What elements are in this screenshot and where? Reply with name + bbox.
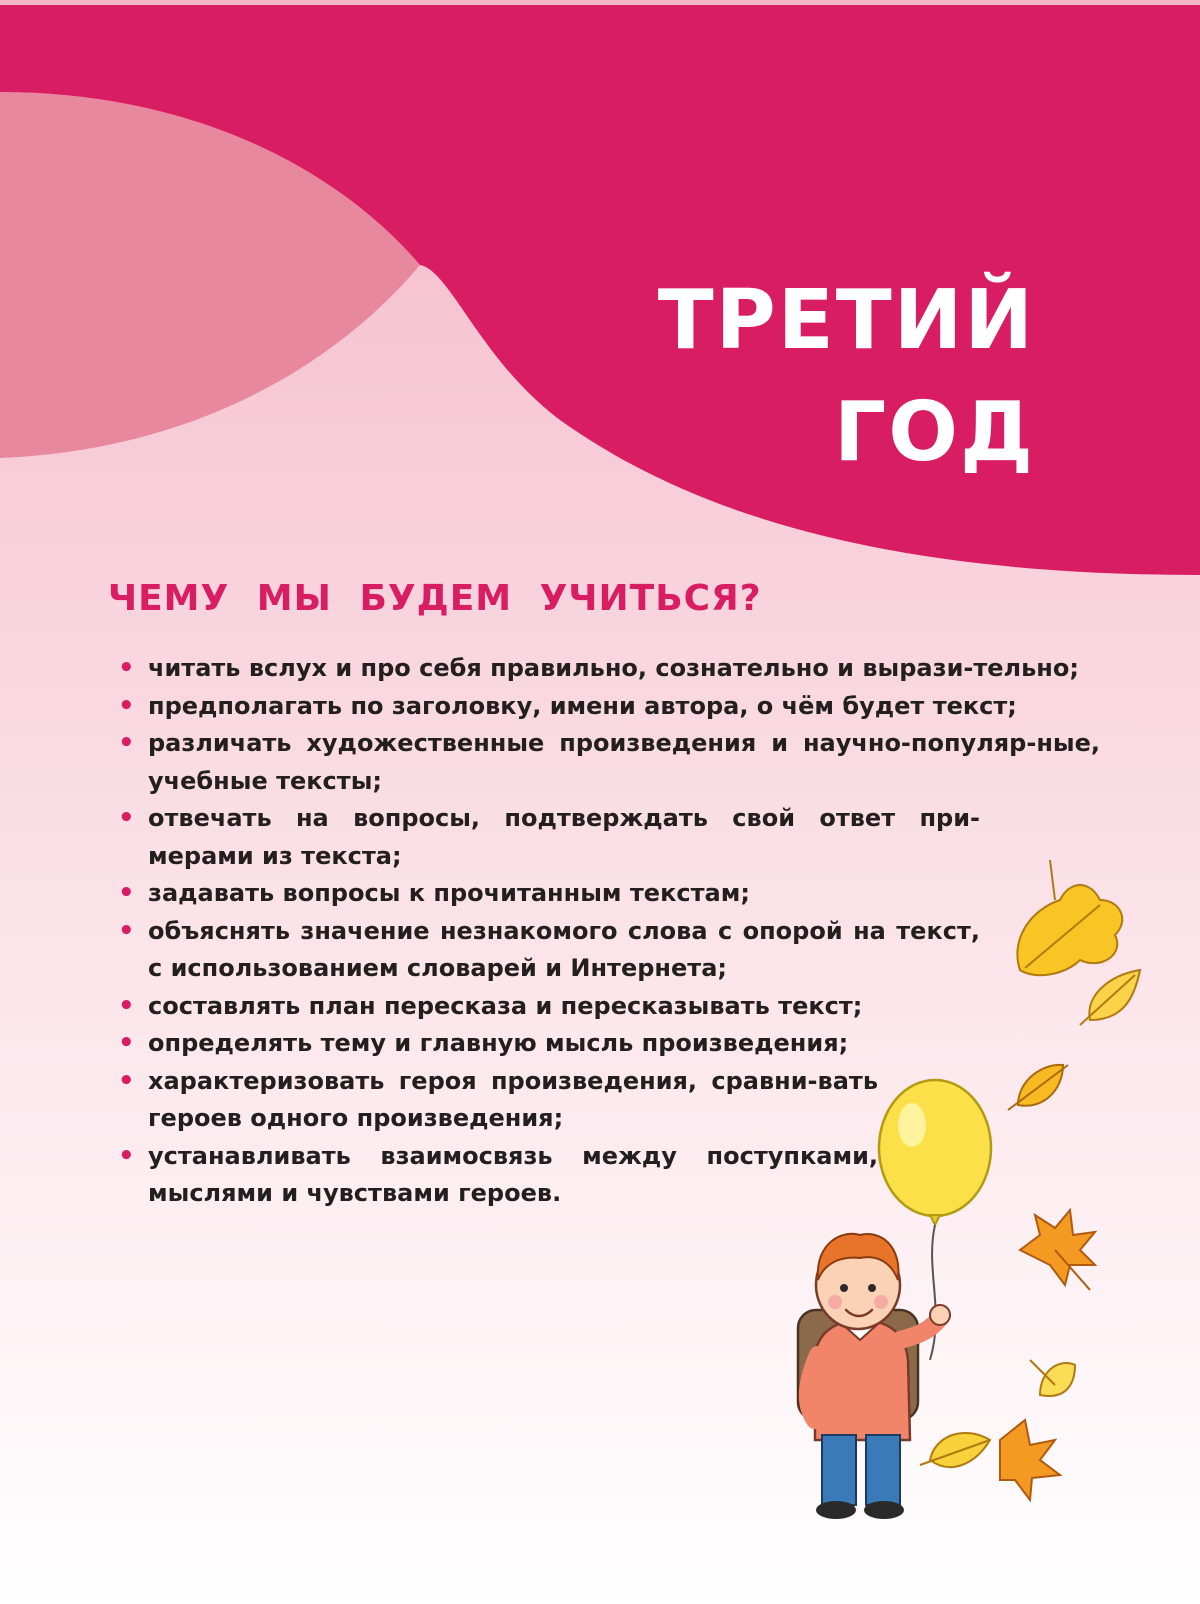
bullet-icon: • [118, 915, 135, 946]
autumn-leaf-icon [920, 1420, 1060, 1500]
bullet-icon: • [118, 990, 135, 1021]
bullet-icon: • [118, 728, 135, 758]
list-item-text: объяснять значение незнакомого слова с опорой на текст, с использованием словарей и Интернета; [148, 916, 980, 982]
boy-with-balloon-icon [798, 1234, 950, 1519]
page-title [658, 265, 1035, 489]
list-item-text: задавать вопросы к прочитанным текстам; [148, 879, 750, 907]
list-item-text: читать вслух и про себя правильно, сознательно и вырази-тельно; [148, 654, 1079, 682]
bullet-icon: • [118, 1028, 135, 1058]
list-item-text: отвечать на вопросы, подтверждать свой ответ при-мерами из текста; [148, 804, 980, 870]
list-item-text: характеризовать героя произведения, сравни-вать героев одного произведения; [148, 1066, 878, 1132]
list-item [118, 725, 1100, 800]
list-item-text: устанавливать взаимосвязь между поступками, мыслями и чувствами героев. [148, 1141, 878, 1207]
list-item [118, 688, 1100, 726]
bullet-icon: • [118, 690, 135, 721]
bullet-icon: • [118, 653, 135, 683]
bullet-icon: • [118, 1140, 135, 1171]
list-item-text: предполагать по заголовку, имени автора, о чём будет текст; [148, 691, 1017, 720]
list-item-text: различать художественные произведения и научно-популяр-ные, учебные тексты; [148, 729, 1100, 795]
autumn-leaf-icon [1020, 1210, 1095, 1290]
autumn-leaf-icon [1080, 970, 1140, 1025]
list-item [118, 1063, 878, 1138]
autumn-leaf-icon [1008, 1065, 1068, 1110]
bullet-icon: • [118, 1065, 135, 1096]
autumn-leaf-icon [1030, 1360, 1075, 1396]
title-line-2: ГОД [834, 385, 1035, 480]
list-item-text: составлять план пересказа и пересказывать текст; [148, 991, 863, 1020]
bullet-icon: • [118, 803, 135, 833]
autumn-leaf-icon [1017, 860, 1122, 975]
illustration [780, 840, 1200, 1540]
section-heading: ЧЕМУ МЫ БУДЕМ УЧИТЬСЯ? [108, 578, 762, 619]
list-item-text: определять тему и главную мысль произведения; [148, 1029, 849, 1057]
list-item [118, 650, 1100, 688]
title-line-1: ТРЕТИЙ [657, 273, 1035, 368]
list-item [118, 1138, 878, 1213]
bullet-icon: • [118, 878, 135, 908]
